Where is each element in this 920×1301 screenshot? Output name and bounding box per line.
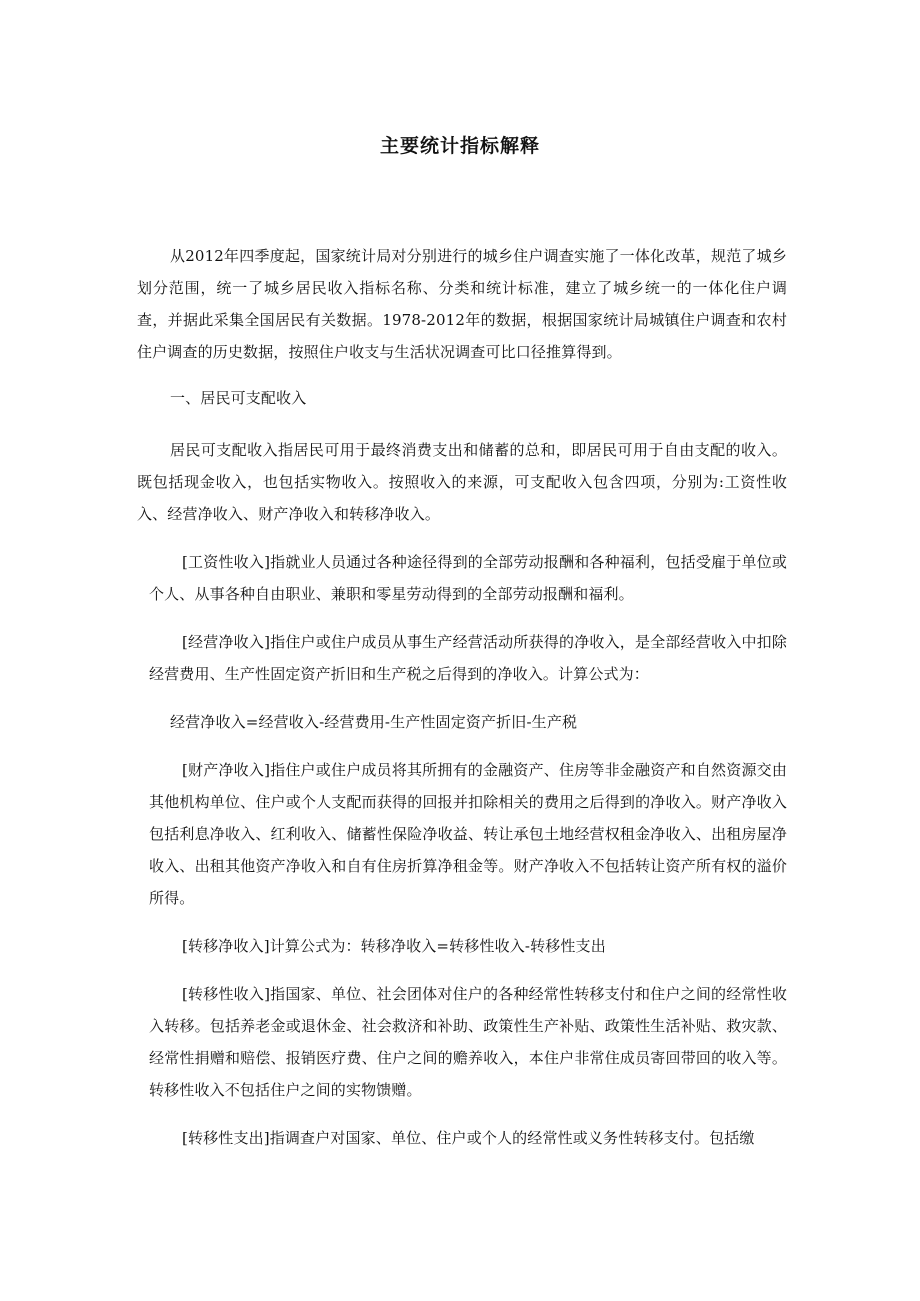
paragraph-wage-income: [工资性收入]指就业人员通过各种途径得到的全部劳动报酬和各种福利，包括受雇于单位或个人、从事各种自由职业、兼职和零星劳动得到的全部劳动报酬和福利。 (149, 553, 787, 603)
intro-paragraph: 从2012年四季度起，国家统计局对分别进行的城乡住户调查实施了一体化改革，规范了城乡划分范围，统一了城乡居民收入指标名称、分类和统计标准，建立了城乡统一的一体化住户调查，并据此采集全国居民有关数据。1978-2012年的数据，根据国家统计局城镇住户调查和农村住户调查的历史数据，按照住户收支与生活状况调查可比口径推算得到。 (137, 247, 787, 361)
section-heading-disposable-income: 一、居民可支配收入 (170, 389, 307, 407)
document-body (137, 240, 787, 1170)
paragraph-transfer-income: [转移性收入]指国家、单位、社会团体对住户的各种经常性转移支付和住户之间的经常性收入转移。包括养老金或退休金、社会救济和补助、政策性生产补贴、政策性生活补贴、救灾款、经常性捐赠和赔偿、报销医疗费、住户之间的赡养收入，本住户非常住成员寄回带回的收入等。转移性收入不包括住户之间的实物馈赠。 (149, 985, 787, 1099)
paragraph-disposable-income-definition: 居民可支配收入指居民可用于最终消费支出和储蓄的总和，即居民可用于自由支配的收入。既包括现金收入，也包括实物收入。按照收入的来源，可支配收入包含四项，分别为:工资性收入、经营净收入、财产净收入和转移净收入。 (137, 441, 787, 523)
paragraph-property-net-income: [财产净收入]指住户或住户成员将其所拥有的金融资产、住房等非金融资产和自然资源交由其他机构单位、住户或个人支配而获得的回报并扣除相关的费用之后得到的净收入。财产净收入包括利息净收入、红利收入、储蓄性保险净收益、转让承包土地经营权租金净收入、出租房屋净收入、出租其他资产净收入和自有住房折算净租金等。财产净收入不包括转让资产所有权的溢价所得。 (149, 761, 787, 907)
paragraph-transfer-net-income: [转移净收入]计算公式为：转移净收入=转移性收入-转移性支出 (182, 937, 606, 955)
paragraph-operating-net-income: [经营净收入]指住户或住户成员从事生产经营活动所获得的净收入，是全部经营收入中扣除经营费用、生产性固定资产折旧和生产税之后得到的净收入。计算公式为： (149, 633, 787, 683)
formula-operating-net-income: 经营净收入=经营收入-经营费用-生产性固定资产折旧-生产税 (170, 713, 578, 731)
paragraph-transfer-expenditure: [转移性支出]指调查户对国家、单位、住户或个人的经常性或义务性转移支付。包括缴 (182, 1129, 755, 1147)
document-title: 主要统计指标解释 (379, 135, 540, 157)
